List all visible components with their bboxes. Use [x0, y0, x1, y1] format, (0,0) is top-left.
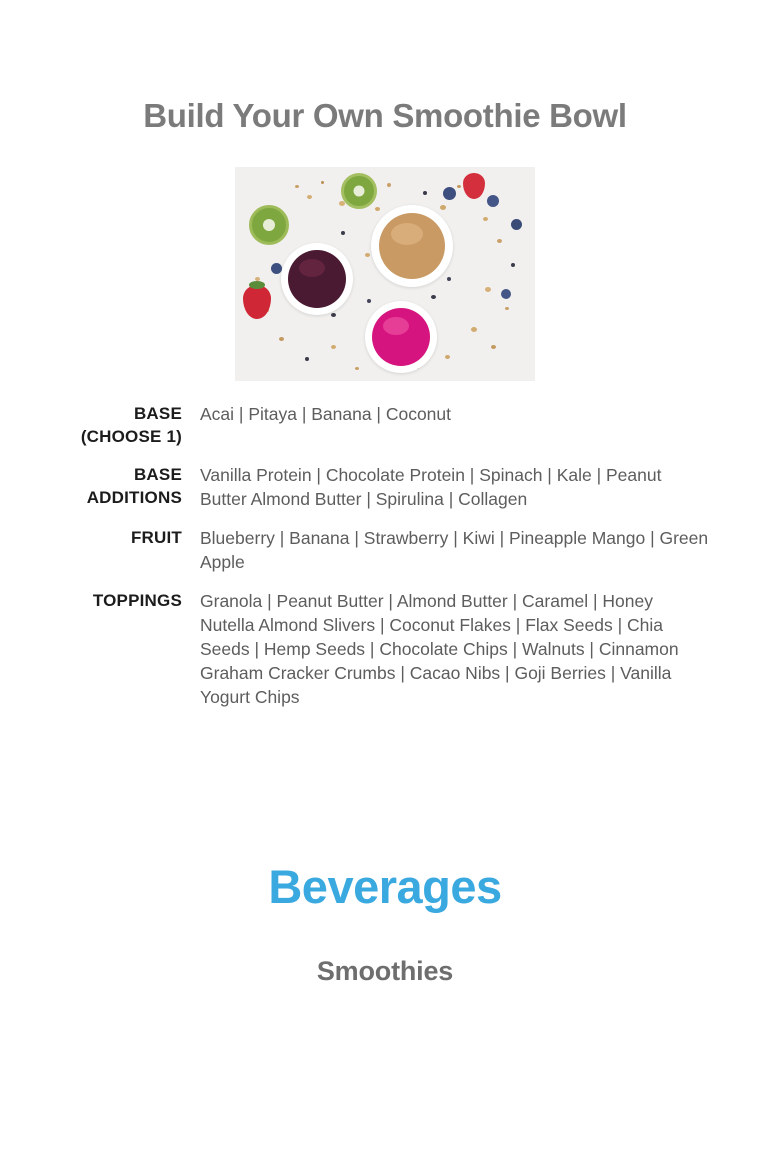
peanut-butter-bowl — [371, 205, 453, 287]
blueberry-icon — [271, 263, 282, 274]
menu-row-label-base — [0, 403, 200, 449]
menu-row-label-base-line2: (CHOOSE 1) — [80, 427, 182, 447]
strawberry-icon — [463, 173, 485, 199]
menu-row-value-base-additions: Vanilla Protein | Chocolate Protein | Spinach | Kale | Peanut Butter Almond Butter | Spirulina | Collagen — [200, 465, 662, 510]
menu-rows — [0, 403, 770, 710]
smoothies-heading: Smoothies — [316, 956, 454, 987]
menu-row-fruit — [0, 527, 734, 575]
menu-row-base-additions — [0, 464, 734, 512]
kiwi-slice-icon — [249, 205, 289, 245]
menu-row-value-fruit: Blueberry | Banana | Strawberry | Kiwi | Pineapple Mango | Green Apple — [200, 528, 709, 573]
blueberry-icon — [501, 289, 511, 299]
menu-row-label-toppings: TOPPINGS — [92, 591, 182, 611]
blueberry-icon — [511, 219, 522, 230]
smoothie-bowls-photo — [235, 167, 535, 381]
kiwi-slice-icon — [341, 173, 377, 209]
menu-row-toppings — [0, 590, 734, 710]
blueberry-icon — [487, 195, 499, 207]
menu-row-label-fruit: FRUIT — [130, 528, 182, 548]
menu-row-value-base: Acai | Pitaya | Banana | Coconut — [200, 404, 452, 425]
strawberry-icon — [243, 285, 271, 319]
menu-row-base — [0, 403, 734, 449]
menu-row-label-base-additions — [0, 464, 200, 510]
menu-row-label-base-additions-line2: ADDITIONS — [86, 488, 182, 508]
beverages-heading: Beverages — [268, 859, 502, 913]
menu-row-label-base-additions-line1: BASE — [133, 465, 182, 485]
menu-row-label-base-line1: BASE — [133, 404, 182, 424]
photo-container — [0, 167, 770, 381]
menu-row-value-toppings: Granola | Peanut Butter | Almond Butter | Caramel | Honey Nutella Almond Slivers | Coconut Flakes | Flax Seeds | Chia Seeds | Hemp Seeds | Chocolate Chips | Walnuts | Cinnamon Graham Cracker Crumbs | Cacao Nibs | Goji Berries | Vanilla Yogurt Chips — [200, 591, 679, 707]
blueberry-icon — [443, 187, 456, 200]
page-title: Build Your Own Smoothie Bowl — [143, 97, 627, 134]
acai-bowl — [281, 243, 353, 315]
pitaya-bowl — [365, 301, 437, 373]
